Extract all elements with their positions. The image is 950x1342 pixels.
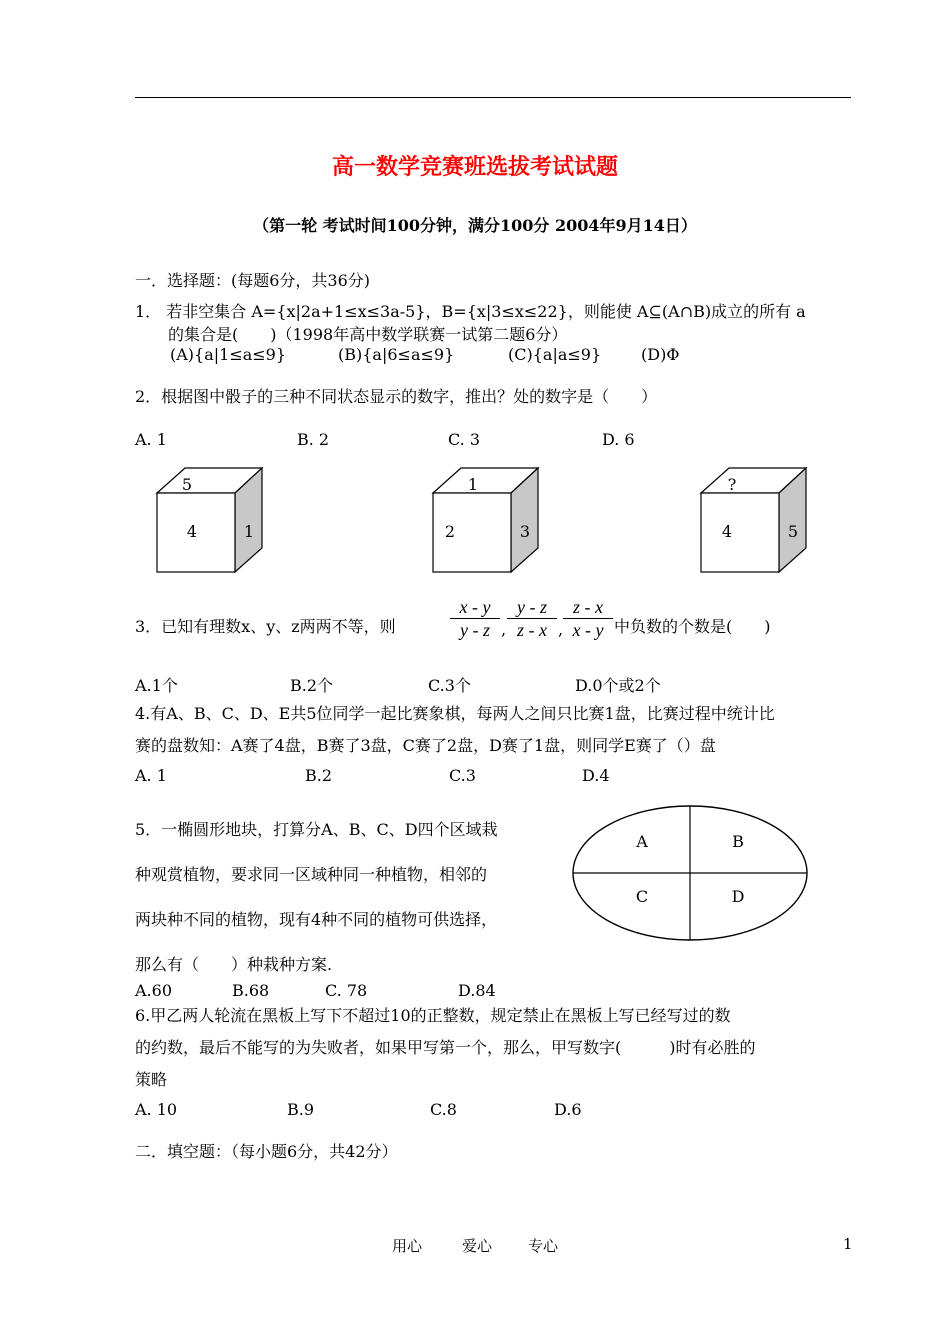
q1-option-c: (C){a|a≤9} xyxy=(508,345,602,364)
dice-1-front: 4 xyxy=(186,522,198,541)
q4-line1: 4.有A、B、C、D、E共5位同学一起比赛象棋，每两人之间只比赛1盘，比赛过程中统计比 xyxy=(135,704,775,723)
ellipse-field-diagram xyxy=(568,802,812,948)
q6-option-d: D.6 xyxy=(554,1100,582,1119)
q3-option-d: D.0个或2个 xyxy=(575,676,661,695)
dice-3 xyxy=(694,464,814,576)
q3-comma-1: , xyxy=(501,620,507,639)
footer-item-3: 专心 xyxy=(528,1237,559,1255)
q3-option-c: C.3个 xyxy=(428,676,471,695)
q4-option-d: D.4 xyxy=(582,766,610,785)
q3-comma-2: , xyxy=(558,620,564,639)
q5-line3: 两块种不同的植物，现有4种不同的植物可供选择， xyxy=(135,910,498,929)
q3-fraction-3-num: z - x xyxy=(573,597,603,617)
header-rule xyxy=(135,97,851,98)
q5-line2: 种观赏植物，要求同一区域种同一种植物，相邻的 xyxy=(135,865,488,884)
q2-option-c: C. 3 xyxy=(448,430,481,449)
q4-option-c: C.3 xyxy=(449,766,476,785)
footer-item-1: 用心 xyxy=(392,1237,423,1255)
q3-option-a: A.1个 xyxy=(135,676,178,695)
dice-2-top: 1 xyxy=(467,475,479,494)
section-choice-heading: 一．选择题：(每题6分，共36分) xyxy=(135,271,371,290)
q6-option-a: A. 10 xyxy=(135,1100,178,1119)
dice-3-side: 5 xyxy=(787,522,799,541)
q1-option-d: (D)Φ xyxy=(641,345,680,364)
q6-line3: 策略 xyxy=(135,1070,168,1089)
q3-option-b: B.2个 xyxy=(290,676,334,695)
dice-3-front: 4 xyxy=(721,522,733,541)
q3-fraction-3-den: x - y xyxy=(572,620,604,640)
region-a: A xyxy=(636,832,648,851)
q3-fraction-3 xyxy=(563,596,613,641)
dice-2 xyxy=(426,464,546,576)
q1-option-b: (B){a|6≤a≤9} xyxy=(338,345,455,364)
q3-fraction-2-den: z - x xyxy=(517,620,547,640)
dice-3-top: ? xyxy=(727,475,737,494)
footer-item-2: 爱心 xyxy=(462,1237,493,1255)
q5-line1: 5．一椭圆形地块，打算分A、B、C、D四个区域栽 xyxy=(135,820,498,839)
q3-fraction-1 xyxy=(450,596,500,641)
q1-line2: 的集合是( )（1998年高中数学联赛一试第二题6分） xyxy=(168,325,568,344)
q3-fraction-2 xyxy=(507,596,557,641)
q2-option-b: B. 2 xyxy=(297,430,330,449)
q2-option-d: D. 6 xyxy=(602,430,635,449)
q6-line2: 的约数，最后不能写的为失败者，如果甲写第一个，那么，甲写数字( )时有必胜的 xyxy=(135,1038,756,1057)
q5-line4: 那么有（ ）种栽种方案. xyxy=(135,955,333,974)
q3-fraction-2-num: y - z xyxy=(517,597,547,617)
page-number: 1 xyxy=(843,1235,853,1253)
q3-suffix: 中负数的个数是( ) xyxy=(614,617,771,636)
section-fill-heading: 二．填空题：（每小题6分，共42分） xyxy=(135,1142,398,1161)
region-b: B xyxy=(732,832,744,851)
q1-line1: 1． 若非空集合 A={x|2a+1≤x≤3a-5}，B={x|3≤x≤22}，则能使 A⊆(A∩B)成立的所有 a xyxy=(135,302,806,321)
region-d: D xyxy=(731,887,745,906)
dice-1-side: 1 xyxy=(243,522,255,541)
dice-1 xyxy=(150,464,270,576)
q5-option-d: D.84 xyxy=(458,981,496,1000)
q5-option-c: C. 78 xyxy=(325,981,368,1000)
dice-2-side: 3 xyxy=(519,522,531,541)
q1-option-a: (A){a|1≤a≤9} xyxy=(170,345,287,364)
q6-option-b: B.9 xyxy=(287,1100,315,1119)
q3-fraction-1-den: y - z xyxy=(460,620,490,640)
q2-text: 2．根据图中骰子的三种不同状态显示的数字，推出？处的数字是（ ） xyxy=(135,387,658,406)
q2-option-a: A. 1 xyxy=(135,430,167,449)
dice-1-top: 5 xyxy=(181,475,193,494)
q3-prefix: 3．已知有理数x、y、z两两不等，则 xyxy=(135,617,396,636)
q6-line1: 6.甲乙两人轮流在黑板上写下不超过10的正整数，规定禁止在黑板上写已经写过的数 xyxy=(135,1006,731,1025)
q3-fraction-1-num: x - y xyxy=(459,597,491,617)
page-title: 高一数学竞赛班选拔考试试题 xyxy=(331,154,618,180)
dice-2-front: 2 xyxy=(444,522,456,541)
q4-option-b: B.2 xyxy=(305,766,333,785)
q6-option-c: C.8 xyxy=(430,1100,457,1119)
q4-option-a: A. 1 xyxy=(135,766,167,785)
q5-option-b: B.68 xyxy=(232,981,270,1000)
exam-info: （第一轮 考试时间100分钟，满分100分 2004年9月14日） xyxy=(253,216,697,235)
q4-line2: 赛的盘数知：A赛了4盘，B赛了3盘，C赛了2盘，D赛了1盘，则同学E赛了（）盘 xyxy=(135,736,716,755)
region-c: C xyxy=(635,887,649,906)
q5-option-a: A.60 xyxy=(135,981,172,1000)
